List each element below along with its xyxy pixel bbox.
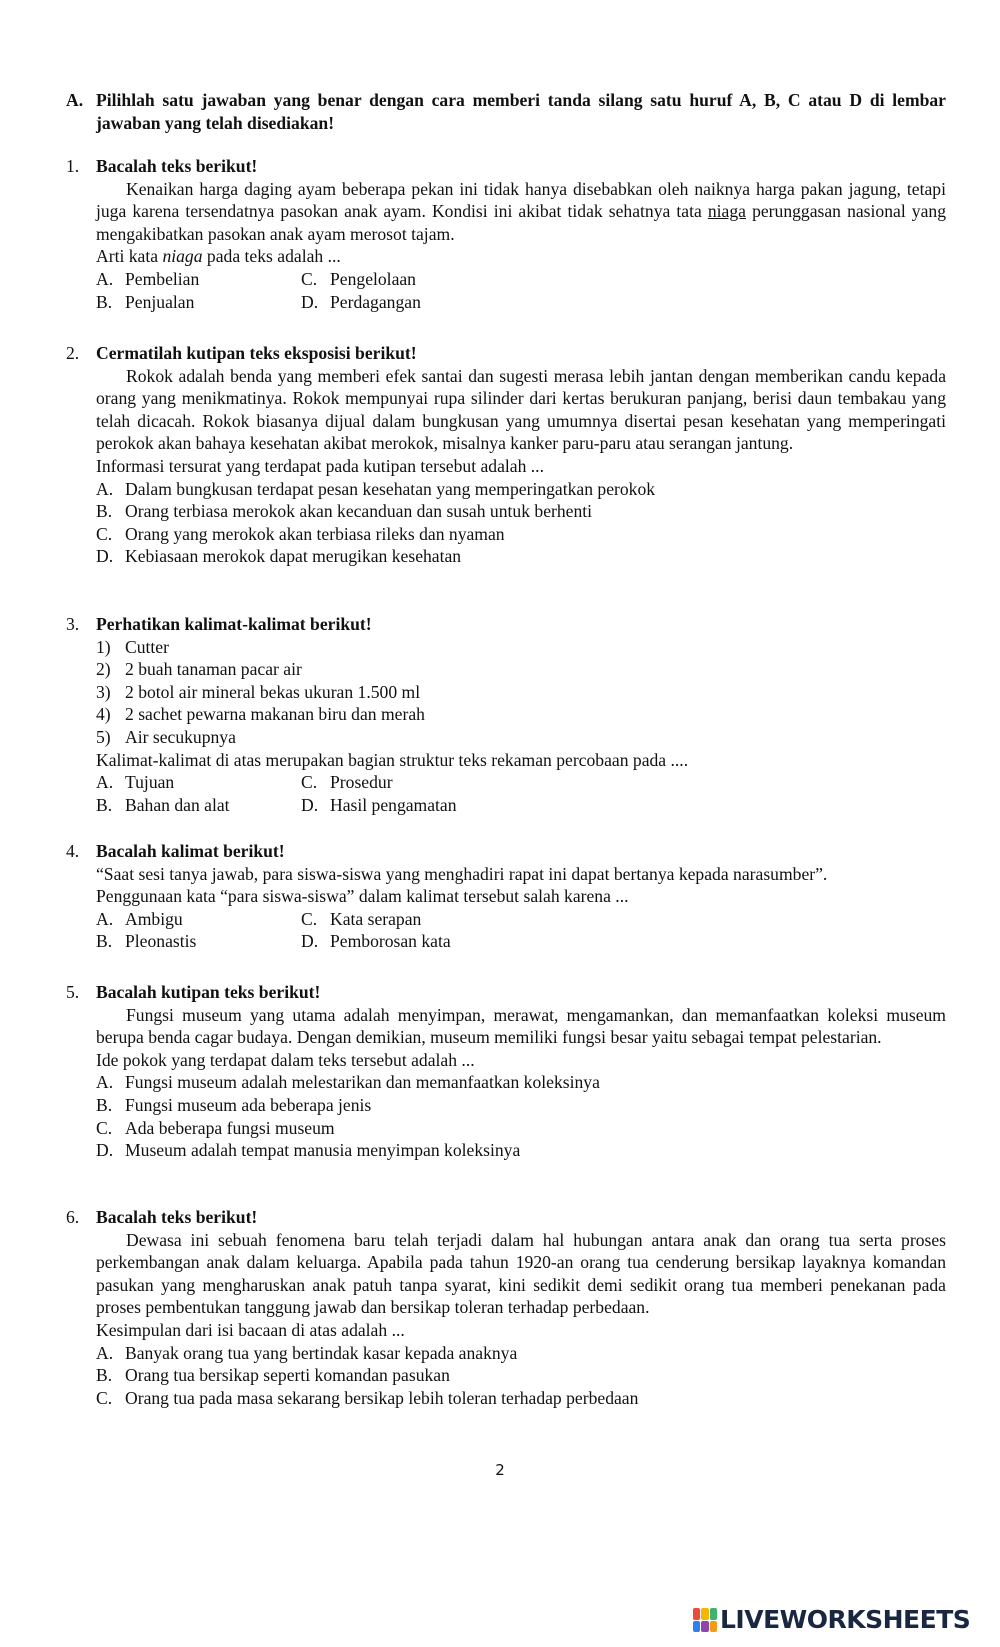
logo-square [701, 1608, 708, 1620]
option-c[interactable]: C. Prosedur [301, 772, 393, 793]
option-b[interactable]: B. Fungsi museum ada beberapa jenis [96, 1094, 372, 1115]
logo-square [693, 1621, 700, 1633]
question-heading: Bacalah teks berikut! [96, 156, 258, 176]
option-a[interactable]: A. Pembelian [96, 268, 200, 289]
question-1 [66, 155, 946, 313]
page-number: 2 [495, 1461, 505, 1479]
question-quote: “Saat sesi tanya jawab, para siswa-siswa yang menghadiri rapat ini dapat bertanya kepada narasumber”. [96, 863, 828, 884]
question-heading: Bacalah kalimat berikut! [96, 841, 285, 861]
question-5 [66, 981, 946, 1162]
question-heading: Cermatilah kutipan teks eksposisi berikut! [96, 343, 417, 363]
option-a[interactable]: A. Dalam bungkusan terdapat pesan kesehatan yang memperingatkan perokok [96, 478, 656, 499]
option-a[interactable]: A. Tujuan [96, 772, 175, 793]
question-heading: Bacalah teks berikut! [96, 1207, 258, 1227]
underlined-word: niaga [707, 201, 746, 222]
question-number: 4. [66, 841, 80, 861]
logo-square [701, 1621, 708, 1633]
option-c[interactable]: C. Orang tua pada masa sekarang bersikap lebih toleran terhadap perbedaan [96, 1387, 639, 1408]
question-prompt: Arti kata niaga pada teks adalah ... [96, 246, 341, 267]
liveworksheets-logo-icon [693, 1608, 717, 1632]
question-passage: Kenaikan harga daging ayam beberapa pekan ini tidak hanya disebabkan oleh naiknya harga pakan jagung, tetapi juga karena tersendatnya pasokan anak ayam. Kondisi ini akibat tidak sehatnya tata niaga perunggasan nasional yang mengakibatkan pasokan anak ayam merosot tajam. [96, 178, 946, 244]
logo-square [693, 1608, 700, 1620]
option-d[interactable]: D. Perdagangan [301, 291, 421, 312]
option-c[interactable]: C. Pengelolaan [301, 268, 416, 289]
question-number: 1. [66, 156, 80, 176]
question-number: 6. [66, 1207, 80, 1227]
question-6 [66, 1206, 946, 1409]
question-heading: Perhatikan kalimat-kalimat berikut! [96, 614, 372, 634]
question-4 [66, 840, 946, 953]
list-item: 5) Air secukupnya [96, 726, 236, 747]
list-item: 4) 2 sachet pewarna makanan biru dan merah [96, 704, 425, 725]
option-b[interactable]: B. Bahan dan alat [96, 794, 230, 815]
option-d[interactable]: D. Museum adalah tempat manusia menyimpan koleksinya [96, 1140, 521, 1161]
instructions-label: A. [66, 90, 84, 110]
question-2 [66, 342, 946, 568]
question-passage: Fungsi museum yang utama adalah menyimpan, merawat, mengamankan, dan memanfaatkan koleksi museum berupa benda cagar budaya. Dengan demikian, museum memiliki fungsi besar yaitu sebagai tempat pelestarian. [96, 1004, 946, 1048]
question-prompt: Kalimat-kalimat di atas merupakan bagian struktur teks rekaman percobaan pada .... [96, 749, 689, 770]
list-item: 1) Cutter [96, 636, 169, 657]
list-item: 3) 2 botol air mineral bekas ukuran 1.500 ml [96, 681, 421, 702]
option-a[interactable]: A. Fungsi museum adalah melestarikan dan memanfaatkan koleksinya [96, 1072, 600, 1093]
question-prompt: Informasi tersurat yang terdapat pada kutipan tersebut adalah ... [96, 455, 544, 476]
list-item: 2) 2 buah tanaman pacar air [96, 659, 302, 680]
option-c[interactable]: C. Kata serapan [301, 908, 422, 929]
option-d[interactable]: D. Hasil pengamatan [301, 794, 457, 815]
instructions-text: Pilihlah satu jawaban yang benar dengan cara memberi tanda silang satu huruf A, B, C atau D di lembar jawaban yang telah disediakan! [96, 90, 946, 133]
question-prompt: Kesimpulan dari isi bacaan di atas adalah ... [96, 1319, 405, 1340]
question-passage: Rokok adalah benda yang memberi efek santai dan sugesti merasa lebih jantan dengan memberikan candu kepada orang yang menikmatinya. Rokok mempunyai rupa silinder dari kertas berukuran panjang, berisi daun tembakau yang telah dicacah. Rokok biasanya dijual dalam bungkusan yang umumnya disertai pesan kesehatan yang memperingati perokok akan bahaya kesehatan akibat merokok, misalnya kanker paru-paru atau serangan jantung. [96, 365, 946, 454]
option-d[interactable]: D. Pemborosan kata [301, 931, 451, 952]
option-b[interactable]: B. Pleonastis [96, 931, 197, 952]
liveworksheets-logo[interactable] [693, 1604, 993, 1636]
question-number: 2. [66, 343, 80, 363]
question-heading: Bacalah kutipan teks berikut! [96, 982, 321, 1002]
question-prompt: Penggunaan kata “para siswa-siswa” dalam kalimat tersebut salah karena ... [96, 886, 629, 907]
question-number: 5. [66, 982, 80, 1002]
question-3 [66, 613, 946, 816]
question-passage: Dewasa ini sebuah fenomena baru telah terjadi dalam hal hubungan antara anak dan orang tua serta proses perkembangan anak dalam keluarga. Apabila pada tahun 1920-an orang tua cenderung bersikap layaknya komandan pasukan yang mengharuskan anak patuh tanpa syarat, kini sedikit demi sedikit orang tua memberi penekanan pada proses pembentukan tanggung jawab dan bersikap toleran terhadap perbedaan. [96, 1229, 946, 1318]
logo-square [710, 1621, 717, 1633]
logo-square [710, 1608, 717, 1620]
option-a[interactable]: A. Banyak orang tua yang bertindak kasar kepada anaknya [96, 1342, 518, 1363]
option-d[interactable]: D. Kebiasaan merokok dapat merugikan kesehatan [96, 546, 462, 567]
option-a[interactable]: A. Ambigu [96, 908, 183, 929]
option-c[interactable]: C. Ada beberapa fungsi museum [96, 1117, 335, 1138]
option-b[interactable]: B. Orang terbiasa merokok akan kecanduan dan susah untuk berhenti [96, 501, 593, 522]
question-number: 3. [66, 614, 80, 634]
option-c[interactable]: C. Orang yang merokok akan terbiasa rileks dan nyaman [96, 523, 505, 544]
question-prompt: Ide pokok yang terdapat dalam teks tersebut adalah ... [96, 1049, 475, 1070]
logo-text: LIVEWORKSHEETS [720, 1604, 971, 1634]
option-b[interactable]: B. Penjualan [96, 291, 195, 312]
option-b[interactable]: B. Orang tua bersikap seperti komandan pasukan [96, 1365, 450, 1386]
instructions [66, 89, 946, 134]
